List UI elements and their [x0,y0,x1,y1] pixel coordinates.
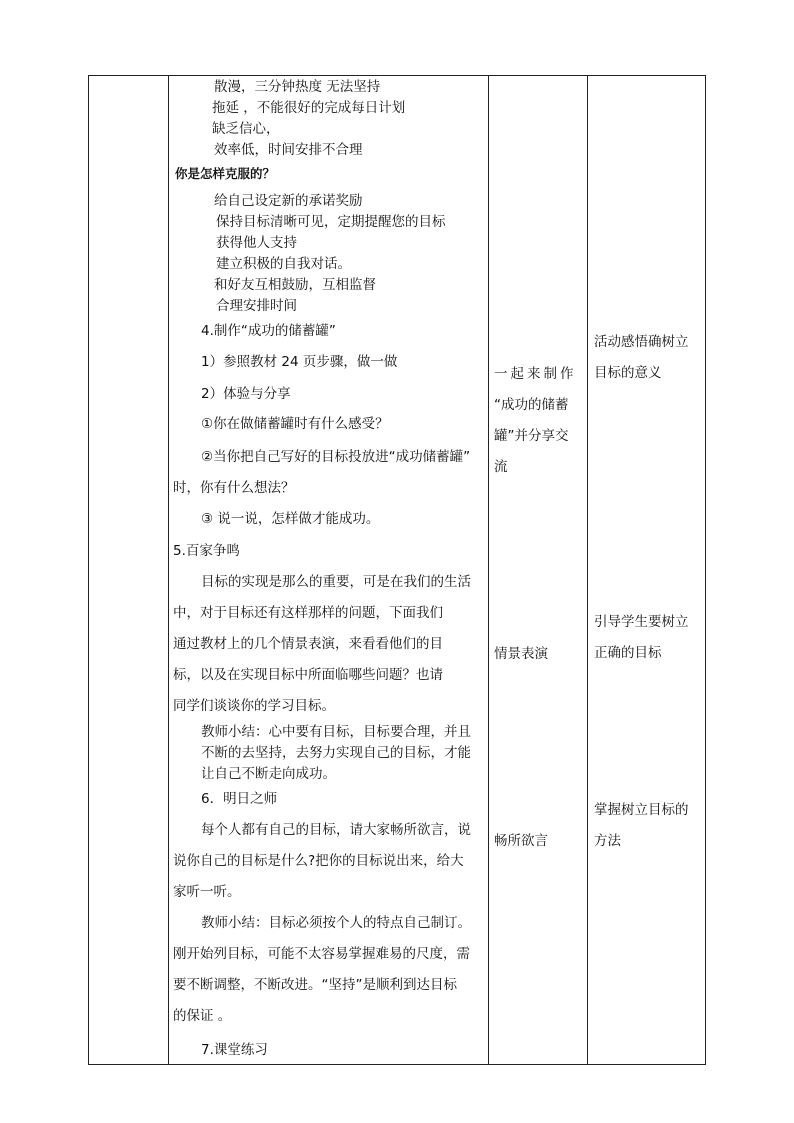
method-item: 给自己设定新的承诺奖励 [214,193,363,209]
step5-paragraph-line: 中，对于目标还有这样那样的问题，下面我们 [173,605,443,621]
activity-line: 畅所欲言 [494,833,548,849]
overcome-question: 你是怎样克服的？ [175,166,276,181]
obstacle-item: 效率低，时间安排不合理 [214,142,363,158]
method-item: 建立积极的自我对话。 [216,256,351,272]
step4-question-cont: 时，你有什么想法？ [173,480,295,496]
step4-question: ②当你把自己写好的目标投放进“成功储蓄罐” [201,449,471,465]
step5-paragraph-line: 通过教材上的几个情景表演，来看看他们的目 [173,636,443,652]
step5-paragraph-line: 同学们谈谈你的学习目标。 [173,698,335,714]
step6-summary-line: 教师小结：目标必须按个人的特点自己制订。 [201,915,471,931]
step6-summary-line: 的保证 。 [173,1008,232,1024]
step5-summary-line: 教师小结：心中要有目标，目标要合理，并且 [201,724,471,740]
intent-line: 方法 [594,833,621,849]
step5-paragraph-line: 标，以及在实现目标中所面临哪些问题？也请 [173,667,443,683]
step6-paragraph-line: 说你自己的目标是什么?把你的目标说出来，给大 [173,853,464,869]
activity-line: 罐”并分享交 [494,428,569,444]
column-divider [488,76,489,1064]
intent-line: 正确的目标 [594,645,662,661]
intent-line: 目标的意义 [594,365,662,381]
method-item: 和好友互相鼓励，互相监督 [214,277,376,293]
step5-title: 5.百家争鸣 [173,543,240,559]
step4-question: ③ 说一说，怎样做才能成功。 [201,511,380,527]
intent-line: 活动感悟确树立 [594,334,689,350]
obstacle-item: 缺乏信心， [212,121,280,137]
step5-summary-line: 让自己不断走向成功。 [201,766,336,782]
step6-summary-line: 要不断调整，不断改进。“坚持”是顺利到达目标 [173,977,457,993]
intent-line: 掌握树立目标的 [594,802,689,818]
step6-title: 6．明日之师 [201,791,278,807]
activity-line: 情景表演 [494,646,548,662]
obstacle-item: 散漫，三分钟热度 无法坚持 [214,79,381,95]
activity-line: “成功的储蓄 [494,397,569,413]
method-item: 保持目标清晰可见，定期提醒您的目标 [216,214,446,230]
method-item: 获得他人支持 [216,235,297,251]
step6-paragraph-line: 家听一听。 [173,884,241,900]
step4-question: ①你在做储蓄罐时有什么感受？ [201,416,389,432]
method-item: 合理安排时间 [216,298,297,314]
column-divider [587,76,588,1064]
obstacle-item: 拖延 ，不能很好的完成每日计划 [212,100,406,116]
step6-paragraph-line: 每个人都有自己的目标，请大家畅所欲言，说 [201,822,471,838]
step4-sub2: 2）体验与分享 [201,386,291,402]
activity-line: 一起来制作 [494,366,577,382]
step7-title: 7.课堂练习 [201,1042,268,1058]
step4-title: 4.制作“成功的储蓄罐” [201,323,336,339]
step4-sub1: 1）参照教材 24 页步骤，做一做 [201,354,398,370]
activity-line: 流 [494,459,508,475]
step6-summary-line: 刚开始列目标，可能不太容易掌握难易的尺度，需 [173,946,470,962]
column-divider [168,76,169,1064]
step5-summary-line: 不断的去坚持，去努力实现自己的目标，才能 [201,745,471,761]
step5-paragraph-line: 目标的实现是那么的重要，可是在我们的生活 [201,574,471,590]
intent-line: 引导学生要树立 [594,614,689,630]
